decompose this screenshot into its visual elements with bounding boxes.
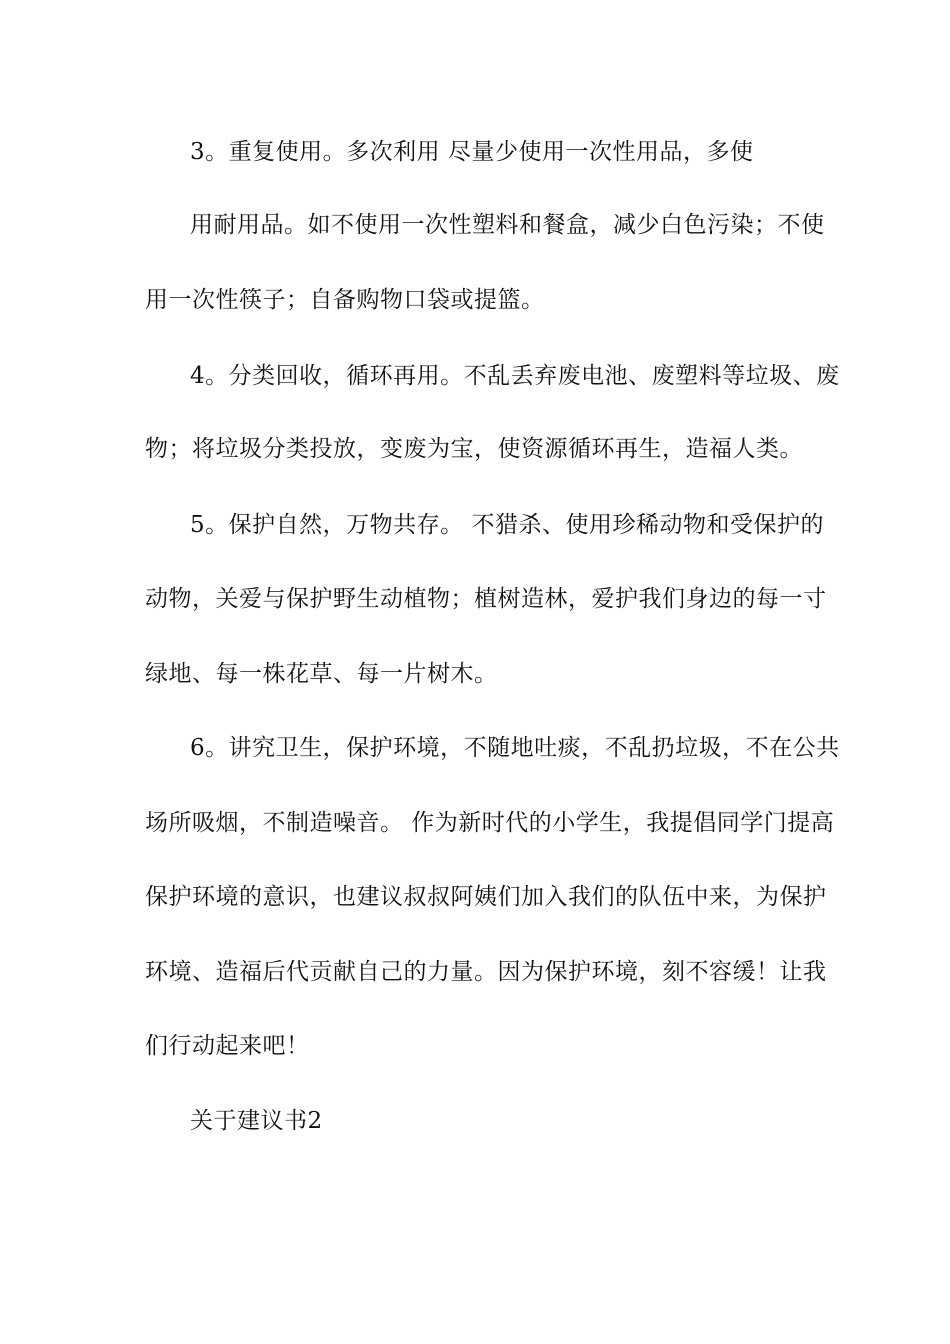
- paragraph-4-line-2: 物；将垃圾分类投放，变废为宝，使资源循环再生，造福人类。: [145, 436, 803, 462]
- paragraph-6-line-2: 场所吸烟，不制造噪音。 作为新时代的小学生，我提倡同学门提高: [145, 810, 835, 836]
- paragraph-5-line-2: 动物，关爱与保护野生动植物；植树造林，爱护我们身边的每一寸: [145, 586, 827, 612]
- paragraph-4-line-1: 4。分类回收，循环再用。不乱丢弃废电池、废塑料等垃圾、废: [190, 363, 840, 389]
- paragraph-5-line-3: 绿地、每一株花草、每一片树木。: [145, 661, 498, 687]
- paragraph-5-line-1: 5。保护自然，万物共存。 不猎杀、使用珍稀动物和受保护的: [190, 512, 824, 538]
- paragraph-3-line-1: 3。重复使用。多次利用 尽量少使用一次性用品，多使: [190, 139, 754, 165]
- paragraph-6-line-1: 6。讲究卫生，保护环境，不随地吐痰，不乱扔垃圾，不在公共: [190, 735, 840, 761]
- paragraph-6-line-4: 环境、造福后代贡献自己的力量。因为保护环境，刻不容缓！让我: [145, 959, 827, 985]
- section-heading: 关于建议书2: [190, 1108, 323, 1134]
- paragraph-6-line-3: 保护环境的意识，也建议叔叔阿姨们加入我们的队伍中来，为保护: [145, 884, 827, 910]
- paragraph-3-line-2: 用耐用品。如不使用一次性塑料和餐盒，减少白色污染；不使: [190, 212, 825, 238]
- paragraph-6-line-5: 们行动起来吧！: [145, 1033, 310, 1059]
- paragraph-3-line-3: 用一次性筷子；自备购物口袋或提篮。: [145, 287, 545, 313]
